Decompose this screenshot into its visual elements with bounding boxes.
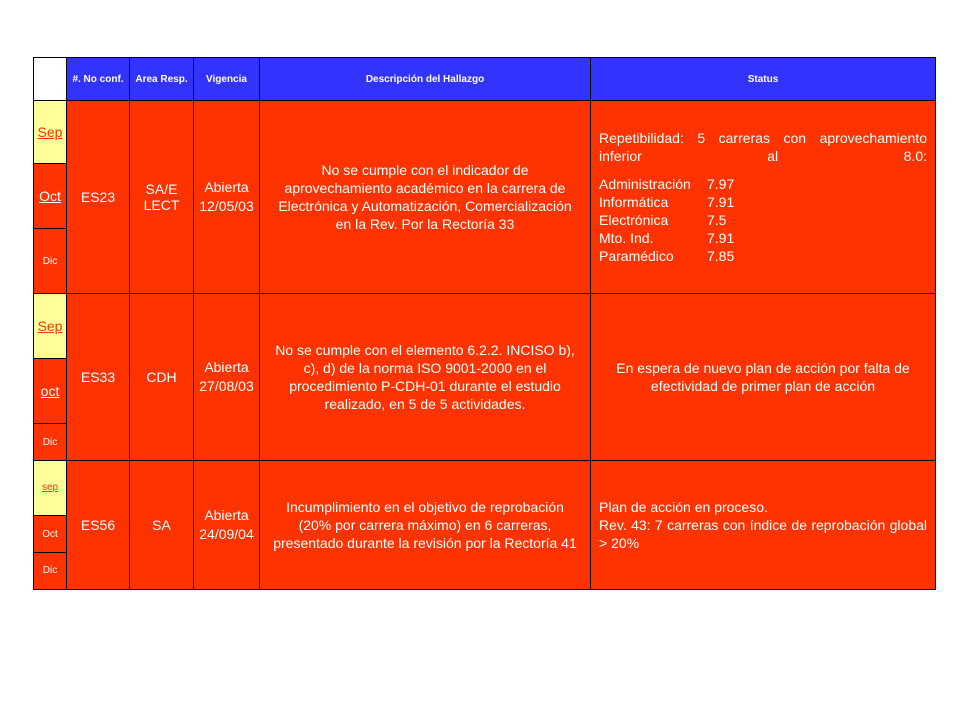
month-oct: Oct <box>39 187 61 204</box>
vigencia: Abierta 12/05/03 <box>194 101 260 294</box>
status-line: Rev. 43: 7 carreras con índice de reprobación global > 20% <box>599 517 927 551</box>
descripcion: No se cumple con el elemento 6.2.2. INCISO b), c), d) de la norma ISO 9001-2000 en el procedimiento P-CDH-01 durante el estudio realizado, en 5 de 5 actividades. <box>260 294 591 461</box>
status-item: Mto. Ind. 7.91 <box>599 230 735 246</box>
month-dic: Dic <box>34 424 67 461</box>
status-item: Paramédico 7.85 <box>599 248 735 264</box>
finding-id: ES23 <box>67 101 130 294</box>
status-item: Electrónica 7.5 <box>599 212 727 228</box>
status <box>591 101 936 294</box>
header-row <box>34 58 936 101</box>
table-row <box>34 101 936 164</box>
header-blank-cell <box>34 58 67 101</box>
area-resp: CDH <box>130 294 194 461</box>
finding-id: ES56 <box>67 461 130 590</box>
vigencia: Abierta 27/08/03 <box>194 294 260 461</box>
table-row <box>34 294 936 359</box>
descripcion: Incumplimiento en el objetivo de reprobación (20% por carrera máximo) en 6 carreras, presentado durante la revisión por la Rectoría 41 <box>260 461 591 590</box>
month-dic: Dic <box>34 229 67 294</box>
vigencia: Abierta 24/09/04 <box>194 461 260 590</box>
header-descripcion: Descripción del Hallazgo <box>260 58 591 101</box>
area-resp: SA/E LECT <box>130 101 194 294</box>
status-item: Administración 7.97 <box>599 176 735 192</box>
header-status: Status <box>591 58 936 101</box>
header-area: Area Resp. <box>130 58 194 101</box>
descripcion: No se cumple con el indicador de aprovechamiento académico en la carrera de Electrónica y Automatización, Comercialización en la Rev. Por la Rectoría 33 <box>260 101 591 294</box>
findings-table <box>33 57 936 590</box>
month-sep: sep <box>41 482 59 493</box>
month-sep: Sep <box>37 317 63 334</box>
status <box>591 461 936 590</box>
table-row <box>34 461 936 516</box>
finding-id: ES33 <box>67 294 130 461</box>
month-dic: Dic <box>34 553 67 590</box>
month-oct: Oct <box>34 516 67 553</box>
month-sep: Sep <box>37 123 63 140</box>
header-no-conf: #. No conf. <box>67 58 130 101</box>
header-vigencia: Vigencia <box>194 58 260 101</box>
area-resp: SA <box>130 461 194 590</box>
status-line: Plan de acción en proceso. <box>599 499 768 515</box>
status-intro: Repetibilidad: 5 carreras con aprovechamiento inferior al 8.0: <box>599 130 927 164</box>
status: En espera de nuevo plan de acción por falta de efectividad de primer plan de acción <box>591 294 936 461</box>
status-item: Informática 7.91 <box>599 194 735 210</box>
month-oct: oct <box>40 382 60 399</box>
